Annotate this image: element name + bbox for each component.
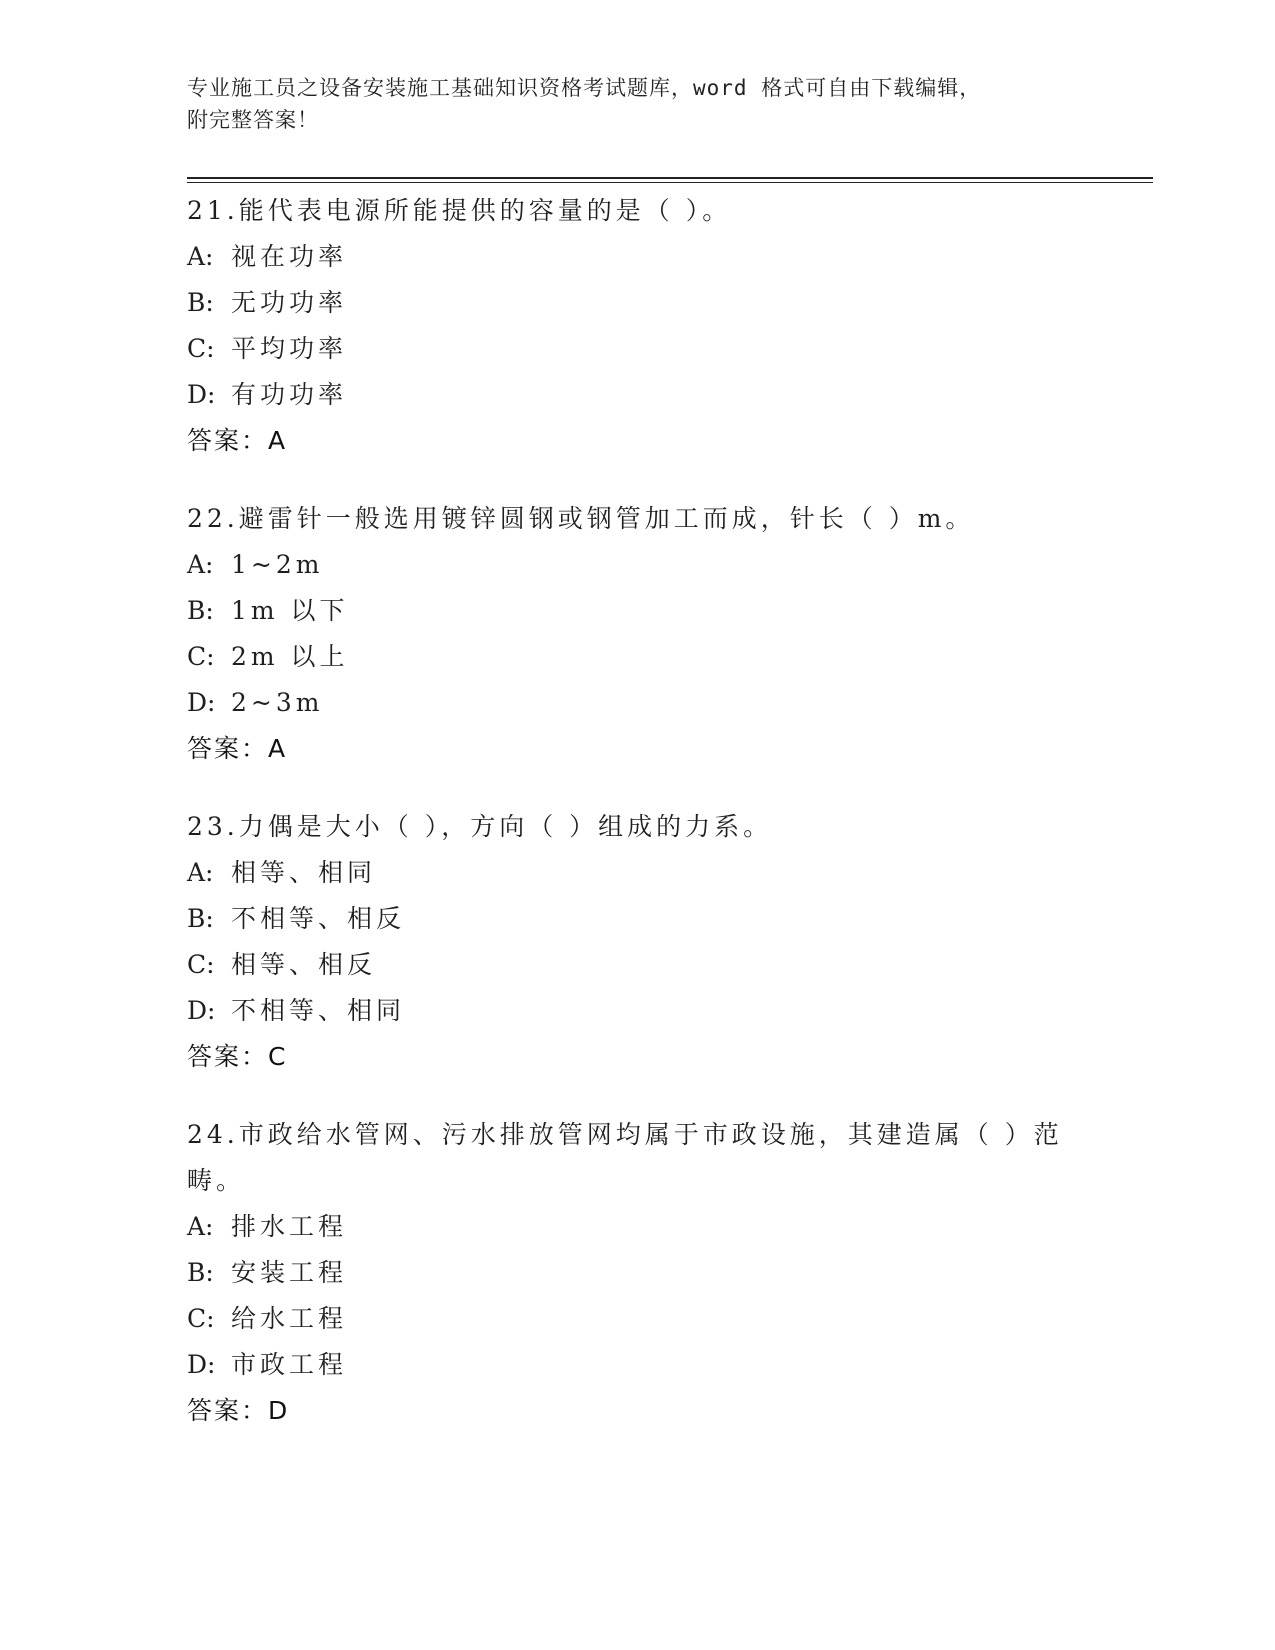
answer-label: 答案：: [187, 426, 269, 455]
question-list: [187, 188, 1067, 1466]
option-tag: A:: [187, 1212, 214, 1241]
answer-value: D: [268, 1396, 289, 1425]
answer-line: [187, 726, 1067, 772]
option-c: [187, 942, 1067, 988]
option-a: [187, 234, 1067, 280]
header-divider-thin: [187, 182, 1153, 183]
option-tag: B:: [187, 1258, 214, 1287]
option-tag: A:: [187, 858, 214, 887]
answer-label: 答案：: [187, 1396, 269, 1425]
question-24: [187, 1112, 1067, 1434]
question-23: [187, 804, 1067, 1080]
option-b: [187, 896, 1067, 942]
option-tag: A:: [187, 550, 214, 579]
option-c: [187, 326, 1067, 372]
option-d: [187, 988, 1067, 1034]
option-text: 不相等、相同: [231, 996, 406, 1025]
option-tag: D:: [187, 996, 216, 1025]
header-divider-thick: [187, 177, 1153, 179]
option-d: [187, 680, 1067, 726]
option-d: [187, 1342, 1067, 1388]
option-c: [187, 634, 1067, 680]
question-stem: 23.力偶是大小（ ），方向（ ）组成的力系。: [187, 812, 773, 841]
option-text: 无功功率: [231, 288, 348, 317]
option-text: 2~3m: [231, 688, 324, 717]
option-tag: C:: [187, 642, 215, 671]
option-b: [187, 280, 1067, 326]
option-tag: D:: [187, 688, 216, 717]
answer-value: A: [268, 734, 287, 763]
header-line-1: 专业施工员之设备安装施工基础知识资格考试题库，word 格式可自由下载编辑，: [187, 76, 982, 100]
option-tag: D:: [187, 380, 216, 409]
option-tag: C:: [187, 1304, 215, 1333]
answer-line: [187, 1388, 1067, 1434]
answer-label: 答案：: [187, 734, 269, 763]
answer-label: 答案：: [187, 1042, 269, 1071]
document-header: [187, 72, 1067, 136]
option-tag: B:: [187, 288, 214, 317]
option-a: [187, 850, 1067, 896]
option-text: 视在功率: [231, 242, 348, 271]
option-a: [187, 1204, 1067, 1250]
option-text: 给水工程: [231, 1304, 348, 1333]
question-stem: 21.能代表电源所能提供的容量的是（ ）。: [187, 196, 732, 225]
question-21: [187, 188, 1067, 464]
question-stem: 24.市政给水管网、污水排放管网均属于市政设施，其建造属（ ）范畴。: [187, 1120, 1063, 1195]
option-text: 2m 以上: [231, 642, 349, 671]
answer-line: [187, 1034, 1067, 1080]
option-tag: B:: [187, 904, 214, 933]
option-b: [187, 588, 1067, 634]
option-text: 1~2m: [231, 550, 324, 579]
header-line-2: 附完整答案！: [187, 108, 319, 132]
option-tag: B:: [187, 596, 214, 625]
option-d: [187, 372, 1067, 418]
option-text: 排水工程: [231, 1212, 348, 1241]
question-stem: 22.避雷针一般选用镀锌圆钢或钢管加工而成，针长（ ）m。: [187, 504, 975, 533]
answer-value: A: [268, 426, 287, 455]
option-tag: C:: [187, 950, 215, 979]
option-tag: D:: [187, 1350, 216, 1379]
answer-value: C: [268, 1042, 287, 1071]
answer-line: [187, 418, 1067, 464]
option-text: 安装工程: [231, 1258, 348, 1287]
option-text: 1m 以下: [231, 596, 349, 625]
question-22: [187, 496, 1067, 772]
option-text: 有功功率: [231, 380, 348, 409]
option-b: [187, 1250, 1067, 1296]
option-text: 平均功率: [231, 334, 348, 363]
option-tag: C:: [187, 334, 215, 363]
option-tag: A:: [187, 242, 214, 271]
option-text: 相等、相反: [231, 950, 377, 979]
option-text: 不相等、相反: [231, 904, 406, 933]
option-c: [187, 1296, 1067, 1342]
option-a: [187, 542, 1067, 588]
option-text: 相等、相同: [231, 858, 377, 887]
option-text: 市政工程: [231, 1350, 348, 1379]
